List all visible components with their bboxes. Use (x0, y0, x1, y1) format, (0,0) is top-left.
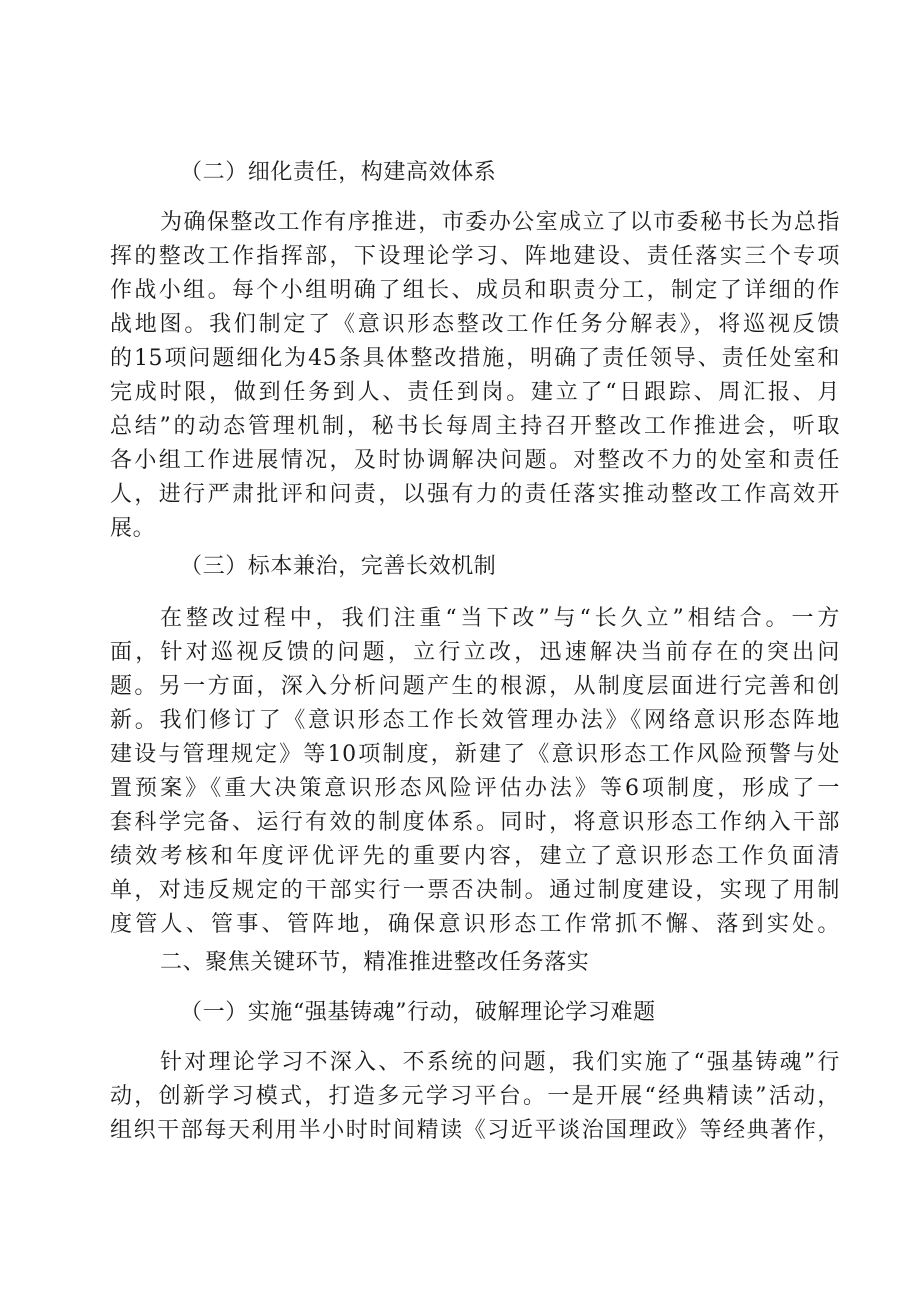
paragraph-3-line-1: 针对理论学习不深入、不系统的问题，我们实施了“强基铸魂”行 (160, 1050, 840, 1075)
section-heading-2: 二、聚焦关键环节，精准推进整改任务落实 (160, 950, 590, 975)
paragraph-1-line-3: 作战小组。每个小组明确了组长、成员和职责分工，制定了详细的作 (110, 278, 840, 303)
paragraph-1-line-4: 战地图。我们制定了《意识形态整改工作任务分解表》，将巡视反馈 (110, 312, 840, 337)
paragraph-1-line-9: 人，进行严肃批评和问责，以强有力的责任落实推动整改工作高效开 (110, 482, 840, 507)
paragraph-1-line-7: 总结”的动态管理机制，秘书长每周主持召开整改工作推进会，听取 (110, 414, 840, 439)
paragraph-1-line-1: 为确保整改工作有序推进，市委办公室成立了以市委秘书长为总指 (160, 210, 840, 235)
subheading-1: （一）实施“强基铸魂”行动，破解理论学习难题 (180, 1000, 656, 1025)
paragraph-1-line-10: 展。 (110, 516, 156, 541)
paragraph-1-line-5: 的15项问题细化为45条具体整改措施，明确了责任领导、责任处室和 (110, 346, 840, 371)
paragraph-2-line-4: 新。我们修订了《意识形态工作长效管理办法》《网络意识形态阵地 (110, 708, 840, 733)
paragraph-1-line-6: 完成时限，做到任务到人、责任到岗。建立了“日跟踪、周汇报、月 (110, 380, 840, 405)
paragraph-2-line-1: 在整改过程中，我们注重“当下改”与“长久立”相结合。一方 (160, 606, 840, 631)
paragraph-3-line-2: 动，创新学习模式，打造多元学习平台。一是开展“经典精读”活动， (110, 1084, 840, 1109)
paragraph-2-line-5: 建设与管理规定》等10项制度，新建了《意识形态工作风险预警与处 (110, 742, 840, 767)
paragraph-3-line-3: 组织干部每天利用半小时时间精读《习近平谈治国理政》等经典著作， (110, 1118, 840, 1143)
subheading-2: （二）细化责任，构建高效体系 (180, 160, 497, 185)
paragraph-2-line-2: 面，针对巡视反馈的问题，立行立改，迅速解决当前存在的突出问 (110, 640, 840, 665)
paragraph-2-line-9: 单，对违反规定的干部实行一票否决制。通过制度建设，实现了用制 (110, 878, 840, 903)
paragraph-2-line-7: 套科学完备、运行有效的制度体系。同时，将意识形态工作纳入干部 (110, 810, 840, 835)
paragraph-1-line-2: 挥的整改工作指挥部，下设理论学习、阵地建设、责任落实三个专项 (110, 244, 840, 269)
subheading-3: （三）标本兼治，完善长效机制 (180, 554, 497, 579)
paragraph-2-line-3: 题。另一方面，深入分析问题产生的根源，从制度层面进行完善和创 (110, 674, 840, 699)
paragraph-2-line-8: 绩效考核和年度评优评先的重要内容，建立了意识形态工作负面清 (110, 844, 840, 869)
paragraph-2-line-10: 度管人、管事、管阵地，确保意识形态工作常抓不懈、落到实处。 (110, 912, 840, 937)
paragraph-1-line-8: 各小组工作进展情况，及时协调解决问题。对整改不力的处室和责任 (110, 448, 840, 473)
paragraph-2-line-6: 置预案》《重大决策意识形态风险评估办法》等6项制度，形成了一 (110, 776, 840, 801)
